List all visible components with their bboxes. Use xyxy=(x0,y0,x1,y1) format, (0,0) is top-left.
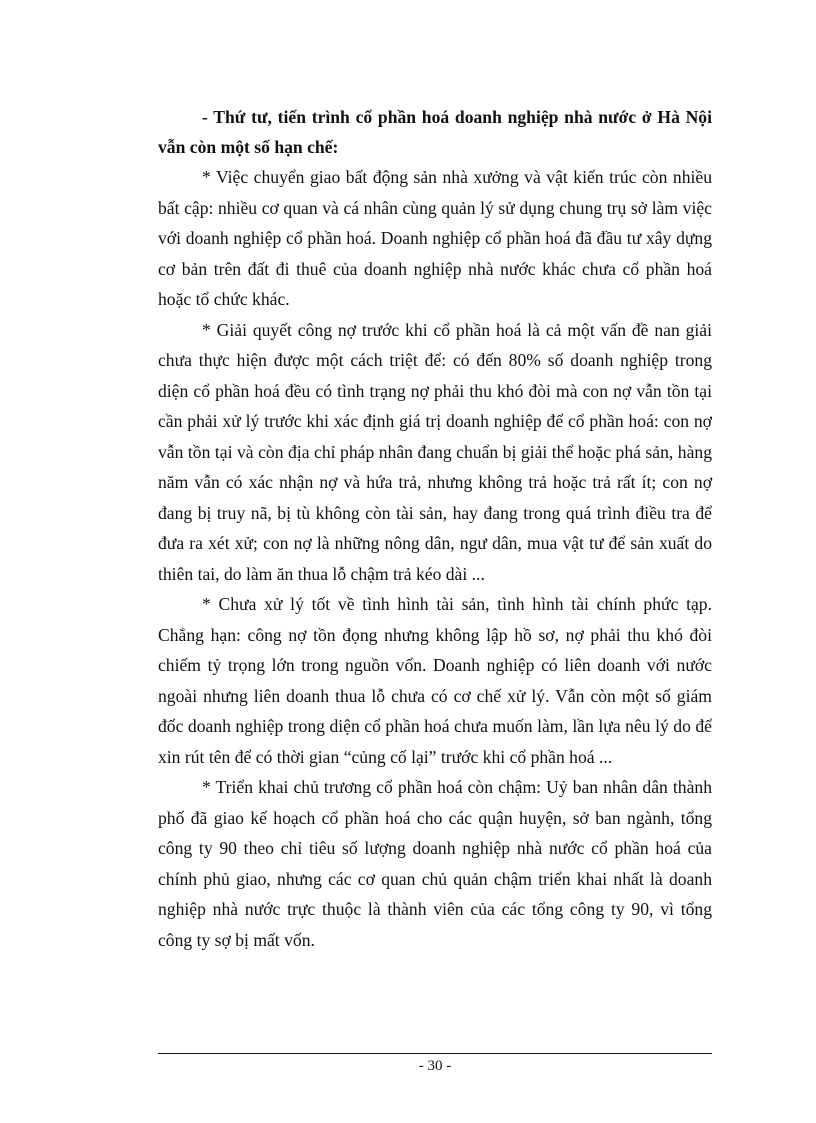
footer-divider xyxy=(158,1053,712,1054)
paragraph-debt-settlement: * Giải quyết công nợ trước khi cổ phần hoá là cả một vấn đề nan giải chưa thực hiện được một cách triệt để: có đến 80% số doanh nghiệp trong diện cổ phần hoá đều có tình trạng nợ phải thu khó đòi mà con nợ vẫn tồn tại cần phải xử lý trước khi xác định giá trị doanh nghiệp để cổ phần hoá: con nợ vẫn tồn tại và còn địa chỉ pháp nhân đang chuẩn bị giải thể hoặc phá sản, hàng năm vẫn có xác nhận nợ và hứa trả, nhưng không trả hoặc trả rất ít; con nợ đang bị truy nã, bị tù không còn tài sản, hay đang trong quá trình điều tra để đưa ra xét xử; con nợ là những nông dân, ngư dân, mua vật tư để sản xuất do thiên tai, do làm ăn thua lỗ chậm trả kéo dài ... xyxy=(158,319,712,584)
section-heading: - Thứ tư, tiến trình cổ phần hoá doanh nghiệp nhà nước ở Hà Nội vẫn còn một số hạn chế: xyxy=(158,107,712,157)
document-body xyxy=(158,102,712,955)
page-number: - 30 - xyxy=(418,1058,452,1074)
paragraph-real-estate-transfer: * Việc chuyển giao bất động sản nhà xưởng và vật kiến trúc còn nhiều bất cập: nhiều cơ quan và cá nhân cùng quản lý sử dụng chung trụ sở làm việc với doanh nghiệp cổ phần hoá. Doanh nghiệp cổ phần hoá đã đầu tư xây dựng cơ bản trên đất đi thuê của doanh nghiệp nhà nước khác chưa cổ phần hoá hoặc tổ chức khác. xyxy=(158,167,712,309)
paragraph-slow-implementation: * Triển khai chủ trương cổ phần hoá còn chậm: Uỷ ban nhân dân thành phố đã giao kế hoạch cổ phần hoá cho các quận huyện, sở ban ngành, tổng công ty 90 theo chỉ tiêu số lượng doanh nghiệp nhà nước cổ phần hoá của chính phủ giao, nhưng các cơ quan chủ quản chậm triển khai nhất là doanh nghiệp nhà nước trực thuộc là thành viên của các tổng công ty 90, vì tổng công ty sợ bị mất vốn. xyxy=(158,777,712,950)
paragraph-asset-finance: * Chưa xử lý tốt về tình hình tài sản, tình hình tài chính phức tạp. Chẳng hạn: công nợ tồn đọng nhưng không lập hồ sơ, nợ phải thu khó đòi chiếm tỷ trọng lớn trong nguồn vốn. Doanh nghiệp có liên doanh với nước ngoài nhưng liên doanh thua lỗ chưa có cơ chế xử lý. Vẫn còn một số giám đốc doanh nghiệp trong diện cổ phần hoá chưa muốn làm, lần lựa nêu lý do để xin rút tên để có thời gian “củng cố lại” trước khi cổ phần hoá ... xyxy=(158,594,712,767)
